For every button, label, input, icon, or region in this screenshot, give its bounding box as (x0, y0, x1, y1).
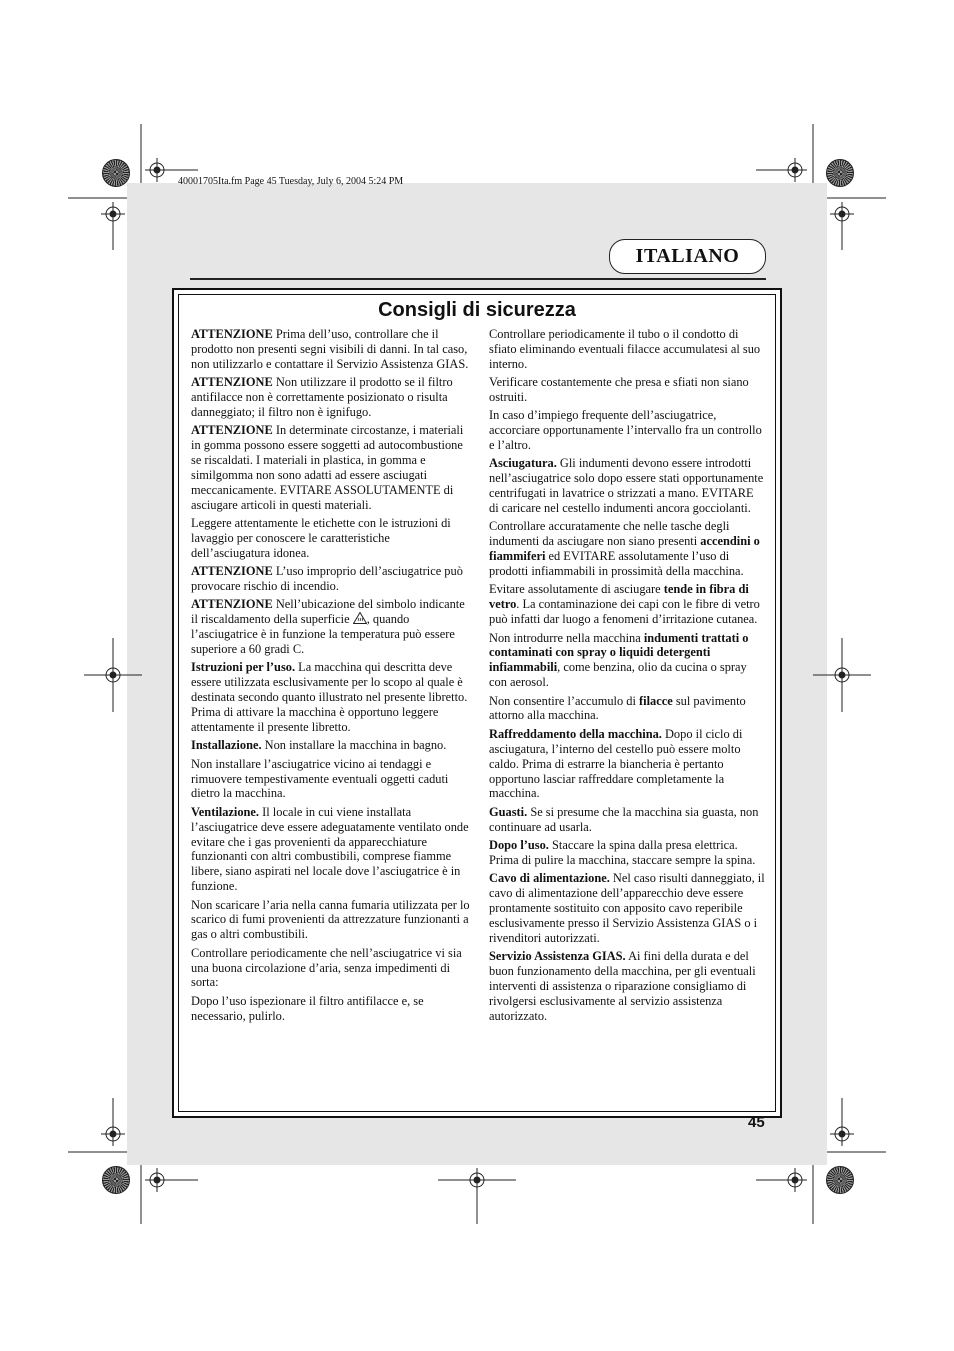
language-label: ITALIANO (635, 245, 740, 267)
safety-box-inner (178, 294, 776, 1112)
paragraph: Controllare periodicamente che nell’asciugatrice vi sia una buona circolazione d’aria, senza impedimenti di sorta: (191, 945, 462, 990)
paragraph: In caso d’impiego frequente dell’asciugatrice, accorciare opportunamente l’intervallo fra un controllo e l’altro. (489, 408, 762, 453)
paragraph: Installazione. Non installare la macchina in bagno. (191, 738, 447, 753)
paragraph: Leggere attentamente le etichette con le istruzioni di lavaggio per conoscere le caratteristiche dell’asciugatura idonea. (191, 516, 451, 560)
paragraph: Ventilazione. Il locale in cui viene installata l’asciugatrice deve essere adeguatamente ventilato onde evitare che i gas provenienti da apparecchiature funzionanti con altri combustibili, comprese fiamme libere, siano aspirati nel locale dove l’asciugatrice è in funzione. (191, 804, 469, 894)
safety-box (172, 288, 782, 1118)
paragraph: Dopo l’uso. Staccare la spina dalla presa elettrica. Prima di pulire la macchina, staccare sempre la spina. (489, 837, 756, 867)
language-tab (609, 239, 766, 274)
registration-mark-icon (830, 1098, 854, 1146)
paragraph: Evitare assolutamente di asciugare tende in fibra di vetro. La contaminazione dei capi con le fibre di vetro può infatti dar luogo a fenomeni d’irritazione cutanea. (489, 582, 760, 627)
registration-mark-icon (101, 1098, 125, 1146)
registration-mark-icon (756, 1168, 807, 1192)
file-info-header: 40001705Ita.fm Page 45 Tuesday, July 6, 2004 5:24 PM (178, 176, 404, 187)
registration-mark-icon (101, 202, 125, 250)
paragraph: ATTENZIONE In determinate circostanze, i materiali in gomma possono essere soggetti ad autocombustione se riscaldati. I materiali in plastica, in gomma e similgomma non sono adatti ad essere asciugati meccanicamente. EVITARE ASSOLUTAMENTE di asciugare articoli in questi materiali. (191, 423, 464, 512)
paragraph: Non introdurre nella macchina indumenti trattati o contaminati con spray o liquidi detergenti infiammabili, come benzina, olio da cucina o spray con aerosol. (489, 630, 749, 690)
registration-mark-icon (813, 638, 871, 712)
paragraph: Controllare accuratamente che nelle tasche degli indumenti da asciugare non siano presenti accendini o fiammiferi ed EVITARE assolutamente l’uso di prodotti infiammabili in prossimità della macchina. (489, 519, 760, 579)
page-title: Consigli di sicurezza (378, 299, 576, 321)
registration-mark-icon (830, 202, 854, 250)
paragraph: Controllare periodicamente il tubo o il condotto di sfiato eliminando eventuali filacce accumulatesi al suo interno. (489, 327, 761, 371)
paragraph: Cavo di alimentazione. Nel caso risulti danneggiato, il cavo di alimentazione dell’apparecchio deve essere prontamente sostituito con apposito cavo reperibile esclusivamente presso il Servizio Assistenza GIAS o i rivenditori autorizzati. (489, 871, 765, 945)
paragraph: ATTENZIONE L’uso improprio dell’asciugatrice può provocare rischio di incendio. (191, 564, 463, 594)
paragraph: Istruzioni per l’uso. La macchina qui descritta deve essere utilizzata esclusivamente per lo scopo al quale è destinata secondo quanto illustrato nel presente libretto. Prima di attivare la macchina è opportuno leggere attentamente il presente libretto. (191, 660, 468, 734)
paragraph: Non installare l’asciugatrice vicino ai tendaggi e rimuovere tempestivamente eventuali oggetti caduti dietro la macchina. (191, 756, 449, 801)
paragraph: Servizio Assistenza GIAS. Ai fini della durata e del buon funzionamento della macchina, per gli eventuali interventi di assistenza o riparazione consigliamo di rivolgersi esclusivamente al servizio assistenza autorizzato. (489, 949, 756, 1023)
registration-mark-icon (84, 638, 142, 712)
registration-mark-icon (756, 158, 807, 182)
paragraph: Dopo l’uso ispezionare il filtro antifilacce e, se necessario, pulirlo. (191, 993, 424, 1023)
paragraph: Non scaricare l’aria nella canna fumaria utilizzata per lo scarico di fumi provenienti da attrezzature funzionanti a gas o altri combustibili. (191, 897, 470, 942)
paragraph: ATTENZIONE Prima dell’uso, controllare che il prodotto non presenti segni visibili di danni. In tal caso, non utilizzarlo e contattare il Servizio Assistenza GIAS. (191, 327, 469, 371)
paragraph: Raffreddamento della macchina. Dopo il ciclo di asciugatura, l’interno del cestello può essere molto caldo. Prima di estrarre la biancheria è pertanto opportuno lasciar raffreddare completamente la macchina. (489, 726, 743, 801)
header-rule (190, 278, 766, 280)
paragraph: Guasti. Se si presume che la macchina sia guasta, non continuare ad usarla. (489, 804, 759, 834)
paragraph: Verificare costantemente che presa e sfiati non siano ostruiti. (489, 375, 749, 405)
hot-surface-warning-icon (353, 612, 367, 624)
paragraph: Non consentire l’accumulo di filacce sul pavimento attorno alla macchina. (489, 693, 746, 723)
paragraph: Asciugatura. Gli indumenti devono essere introdotti nell’asciugatrice solo dopo essere stati opportunamente centrifugati in lavatrice o strizzati a mano. EVITARE di caricare nel cestello indumenti ancora gocciolanti. (489, 456, 764, 516)
registration-mark-icon (438, 1168, 516, 1224)
paragraph: ATTENZIONE Nell’ubicazione del simbolo indicante il riscaldamento della superficie , quando l’asciugatrice è in funzione la temperatura può essere superiore a 60 gradi C. (191, 597, 465, 657)
registration-mark-icon (145, 1168, 198, 1192)
paragraph: ATTENZIONE Non utilizzare il prodotto se il filtro antifilacce non è correttamente posizionato o risulta danneggiato; il filtro non è ignifugo. (191, 375, 453, 419)
page-number: 45 (748, 1114, 765, 1131)
right-column (489, 327, 765, 1027)
left-column (191, 327, 471, 1027)
